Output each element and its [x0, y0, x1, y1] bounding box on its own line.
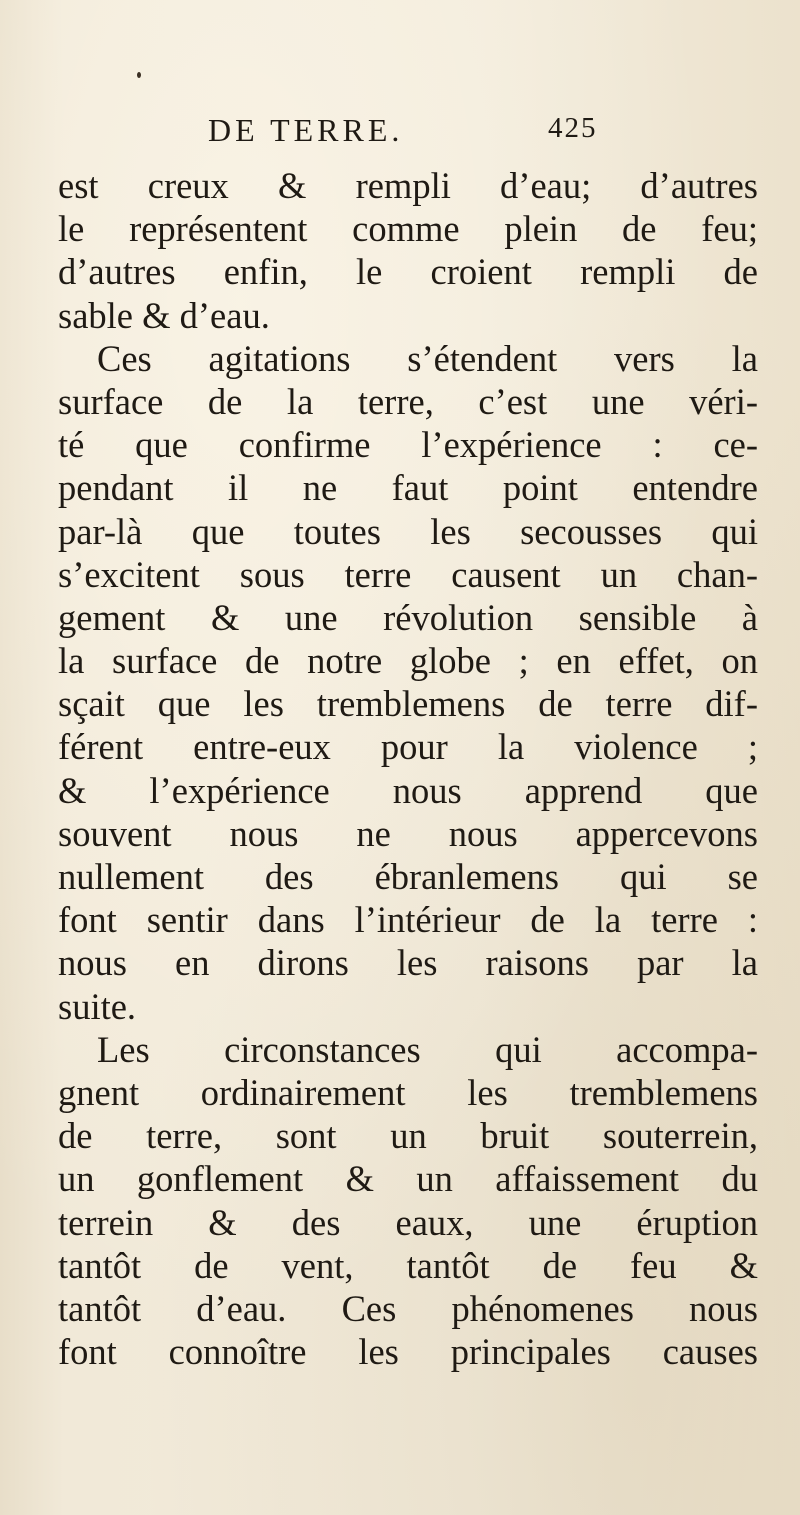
text-line: surface de la terre, c’est une véri-	[58, 380, 758, 422]
ink-speck	[137, 72, 141, 78]
text-line: la surface de notre globe ; en effet, on	[58, 640, 758, 682]
text-line: Ces agitations s’étendent vers la	[97, 337, 758, 379]
text-line: un gonflement & un affaissement du	[58, 1158, 758, 1200]
text-line: le représentent comme plein de feu;	[58, 208, 758, 250]
text-line: par-là que toutes les secousses qui	[58, 510, 758, 552]
text-line: férent entre-eux pour la violence ;	[58, 726, 758, 768]
text-line: sçait que les tremblemens de terre dif-	[58, 683, 758, 725]
text-line: tantôt de vent, tantôt de feu &	[58, 1244, 758, 1286]
text-line: terrein & des eaux, une éruption	[58, 1201, 758, 1243]
text-line: Les circonstances qui accompa-	[97, 1028, 758, 1070]
text-line: & l’expérience nous apprend que	[58, 769, 758, 811]
text-line: tantôt d’eau. Ces phénomenes nous	[58, 1287, 758, 1329]
running-head-title: DE TERRE.	[208, 112, 404, 148]
text-line: gement & une révolution sensible à	[58, 596, 758, 638]
text-line: s’excitent sous terre causent un chan-	[58, 553, 758, 595]
text-line: sable & d’eau.	[58, 294, 270, 336]
text-line: pendant il ne faut point entendre	[58, 467, 758, 509]
text-line: nous en dirons les raisons par la	[58, 942, 758, 984]
text-line: suite.	[58, 985, 137, 1027]
running-head	[0, 112, 800, 152]
text-line: té que confirme l’expérience : ce-	[58, 424, 758, 466]
text-line: souvent nous ne nous appercevons	[58, 812, 758, 854]
text-line: font connoître les principales causes	[58, 1331, 758, 1373]
text-line: d’autres enfin, le croient rempli de	[58, 251, 758, 293]
text-line: gnent ordinairement les tremblemens	[58, 1071, 758, 1113]
text-line: est creux & rempli d’eau; d’autres	[58, 165, 758, 206]
text-line: de terre, sont un bruit souterrein,	[58, 1115, 758, 1157]
text-line: nullement des ébranlemens qui se	[58, 856, 758, 897]
body-text	[58, 164, 758, 1373]
page-number: 425	[548, 112, 598, 144]
text-line: font sentir dans l’intérieur de la terre :	[58, 899, 758, 941]
